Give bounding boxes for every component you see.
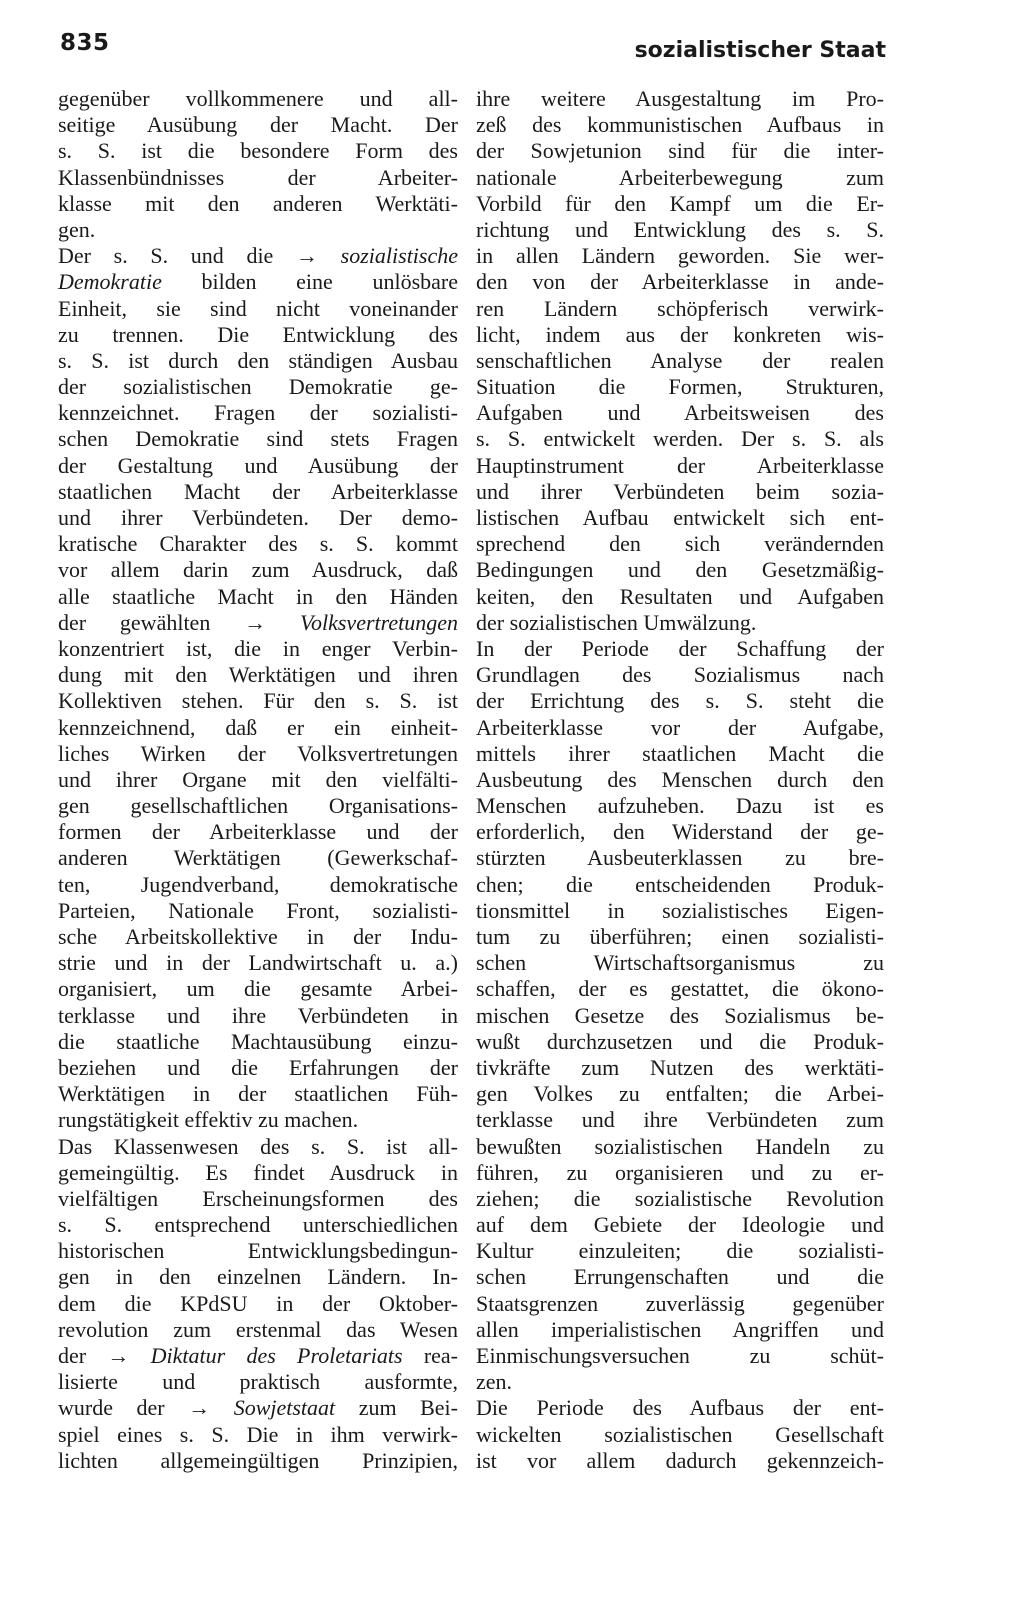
text-line: der Errichtung des s. S. steht die (476, 688, 884, 714)
text-line: Parteien, Nationale Front, sozialisti- (58, 897, 458, 923)
text-line: Kollektiven stehen. Für den s. S. ist (58, 688, 458, 714)
text-line: licht, indem aus der konkreten wis- (476, 321, 884, 347)
text-line: keiten, den Resultaten und Aufgaben (476, 583, 884, 609)
text-line: s. S. ist die besondere Form des (58, 138, 458, 164)
text-line: gen gesellschaftlichen Organisations- (58, 793, 458, 819)
running-head: sozialistischer Staat (634, 38, 886, 63)
text-line: lisierte und praktisch ausformte, (58, 1369, 458, 1395)
text-line: vielfältigen Erscheinungsformen des (58, 1185, 458, 1211)
text-line: rungstätigkeit effektiv zu machen. (58, 1107, 359, 1133)
text-line: In der Periode der Schaffung der (476, 635, 884, 661)
text-line: stürzten Ausbeuterklassen zu bre- (476, 845, 884, 871)
text-line: Grundlagen des Sozialismus nach (476, 662, 884, 688)
text-line: Staatsgrenzen zuverlässig gegenüber (476, 1290, 884, 1316)
text-line: Kultur einzuleiten; die sozialisti- (476, 1238, 884, 1264)
text-line: Einheit, sie sind nicht voneinander (58, 295, 458, 321)
text-line: ten, Jugendverband, demokratische (58, 871, 458, 897)
text-line: erforderlich, den Widerstand der ge- (476, 819, 884, 845)
text-line: lichten allgemeingültigen Prinzipien, (58, 1447, 458, 1473)
text-line: spiel eines s. S. Die in ihm verwirk- (58, 1421, 458, 1447)
text-line: gen Volkes zu entfalten; die Arbei- (476, 1081, 884, 1107)
text-line: die staatliche Machtausübung einzu- (58, 1028, 458, 1054)
text-line: mittels ihrer staatlichen Macht die (476, 740, 884, 766)
text-line: Einmischungsversuchen zu schüt- (476, 1343, 884, 1368)
text-line: dem die KPdSU in der Oktober- (58, 1290, 458, 1316)
text-line: kratische Charakter des s. S. kommt (58, 531, 458, 557)
text-line: der sozialistischen Demokratie ge- (58, 374, 458, 400)
text-line: ziehen; die sozialistische Revolution (476, 1185, 884, 1211)
text-line: Vorbild für den Kampf um die Er- (476, 190, 884, 216)
text-line: der Gestaltung und Ausübung der (58, 452, 458, 478)
text-line: schen Wirtschaftsorganismus zu (476, 950, 884, 976)
page-number: 835 (60, 30, 110, 56)
text-line: schen Demokratie sind stets Fragen (58, 426, 458, 452)
text-line: Der s. S. und die → sozialistische (58, 243, 459, 269)
text-line: gegenüber vollkommenere und all- (58, 86, 458, 111)
text-line: zen. (476, 1369, 513, 1395)
text-line: Die Periode des Aufbaus der ent- (476, 1395, 884, 1421)
text-line: Das Klassenwesen des s. S. ist all- (58, 1133, 458, 1159)
text-line: Situation die Formen, Strukturen, (476, 374, 884, 400)
text-line: allen imperialistischen Angriffen und (476, 1316, 884, 1342)
text-line: ihre weitere Ausgestaltung im Pro- (476, 86, 884, 111)
text-line: anderen Werktätigen (Gewerkschaf- (58, 845, 458, 871)
text-line: zeß des kommunistischen Aufbaus in (476, 112, 884, 138)
text-line: konzentriert ist, die in enger Verbin- (58, 635, 458, 661)
text-line: den von der Arbeiterklasse in ande- (476, 269, 884, 295)
text-line: nationale Arbeiterbewegung zum (476, 164, 884, 190)
text-line: staatlichen Macht der Arbeiterklasse (58, 478, 458, 504)
text-line: senschaftlichen Analyse der realen (476, 347, 884, 373)
text-line: revolution zum erstenmal das Wesen (58, 1316, 458, 1342)
text-line: historischen Entwicklungsbedingun- (58, 1238, 458, 1264)
text-line: vor allem darin zum Ausdruck, daß (58, 557, 458, 583)
text-line: beziehen und die Erfahrungen der (58, 1054, 458, 1080)
text-line: Werktätigen in der staatlichen Füh- (58, 1081, 458, 1107)
text-line: terklasse und ihre Verbündeten in (58, 1002, 458, 1028)
text-line: ren Ländern schöpferisch verwirk- (476, 295, 884, 321)
text-line: der sozialistischen Umwälzung. (476, 609, 757, 635)
text-line: Arbeiterklasse vor der Aufgabe, (476, 714, 884, 740)
text-line: der gewählten → Volksvertretungen (58, 609, 459, 635)
text-line: alle staatliche Macht in den Händen (58, 583, 458, 609)
text-line: Bedingungen und den Gesetzmäßig- (476, 557, 884, 583)
text-line: und ihrer Verbündeten. Der demo- (58, 505, 458, 530)
text-line: s. S. ist durch den ständigen Ausbau (58, 347, 458, 373)
text-line: s. S. entsprechend unterschiedlichen (58, 1212, 458, 1238)
text-line: schen Errungenschaften und die (476, 1264, 884, 1290)
text-line: wußt durchzusetzen und die Produk- (476, 1028, 884, 1054)
text-line: führen, zu organisieren und zu er- (476, 1159, 884, 1185)
text-line: Hauptinstrument der Arbeiterklasse (476, 452, 884, 478)
text-line: wickelten sozialistischen Gesellschaft (476, 1421, 884, 1447)
text-line: organisiert, um die gesamte Arbei- (58, 976, 458, 1002)
text-line: sche Arbeitskollektive in der Indu- (58, 924, 458, 949)
text-line: auf dem Gebiete der Ideologie und (476, 1212, 884, 1238)
text-line: Klassenbündnisses der Arbeiter- (58, 164, 458, 190)
text-line: ist vor allem dadurch gekennzeich- (476, 1447, 884, 1473)
text-line: und ihrer Verbündeten beim sozia- (476, 478, 884, 504)
text-line: gemeingültig. Es findet Ausdruck in (58, 1159, 458, 1185)
text-line: tivkräfte zum Nutzen des werktäti- (476, 1054, 884, 1080)
text-line: zu trennen. Die Entwicklung des (58, 321, 458, 347)
text-line: strie und in der Landwirtschaft u. a.) (58, 950, 458, 976)
text-line: Ausbeutung des Menschen durch den (476, 766, 884, 792)
text-line: tionsmittel in sozialistisches Eigen- (476, 897, 884, 923)
text-line: seitige Ausübung der Macht. Der (58, 112, 458, 138)
text-line: chen; die entscheidenden Produk- (476, 871, 884, 897)
text-line: der → Diktatur des Proletariats rea- (58, 1343, 459, 1368)
text-line: bewußten sozialistischen Handeln zu (476, 1133, 884, 1159)
text-line: terklasse und ihre Verbündeten zum (476, 1107, 884, 1133)
text-line: gen. (58, 216, 96, 242)
text-line: Aufgaben und Arbeitsweisen des (476, 400, 884, 426)
text-line: schaffen, der es gestattet, die ökono- (476, 976, 884, 1002)
text-line: kennzeichnend, daß er ein einheit- (58, 714, 458, 740)
text-line: mischen Gesetze des Sozialismus be- (476, 1002, 884, 1028)
text-line: richtung und Entwicklung des s. S. (476, 216, 884, 242)
text-line: kennzeichnet. Fragen der sozialisti- (58, 400, 458, 426)
text-line: formen der Arbeiterklasse und der (58, 819, 458, 845)
text-line: Demokratie bilden eine unlösbare (58, 269, 458, 295)
text-line: und ihrer Organe mit den vielfälti- (58, 766, 458, 792)
text-line: Menschen aufzuheben. Dazu ist es (476, 793, 884, 819)
text-line: listischen Aufbau entwickelt sich ent- (476, 505, 884, 530)
text-line: s. S. entwickelt werden. Der s. S. als (476, 426, 884, 452)
text-line: tum zu überführen; einen sozialisti- (476, 924, 884, 949)
text-line: dung mit den Werktätigen und ihren (58, 662, 458, 688)
right-column (476, 86, 884, 1474)
text-line: liches Wirken der Volksvertretungen (58, 740, 458, 766)
text-line: der Sowjetunion sind für die inter- (476, 138, 884, 164)
text-line: klasse mit den anderen Werktäti- (58, 190, 458, 216)
text-line: wurde der → Sowjetstaat zum Bei- (58, 1395, 458, 1421)
left-column (58, 86, 458, 1474)
text-line: in allen Ländern geworden. Sie wer- (476, 243, 884, 269)
text-line: sprechend den sich verändernden (476, 531, 884, 557)
text-line: gen in den einzelnen Ländern. In- (58, 1264, 458, 1290)
